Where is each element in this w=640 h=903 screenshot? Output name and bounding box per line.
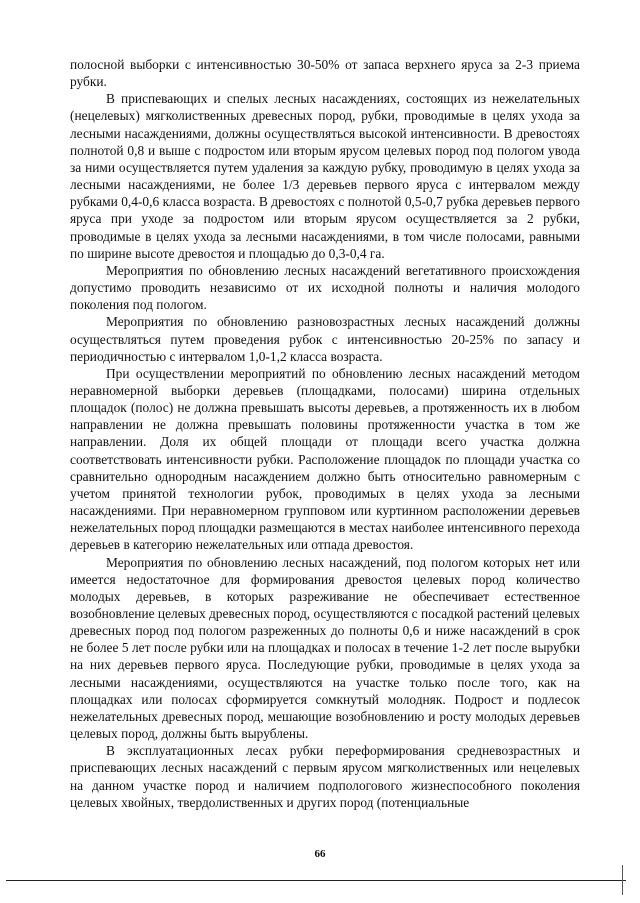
paragraph-4: Мероприятия по обновлению разновозрастных лесных насаждений должны осуществляться путем проведения рубок с интенсивностью 20-25% по запасу и периодичностью с интервалом 1,0-1,2 класса возраста. xyxy=(70,314,580,364)
paragraph-7: В эксплуатационных лесах рубки переформирования средневозрастных и приспевающих лесных насаждений с первым ярусом мягколиственных или нецелевых на данном участке пород и наличием подпологового жизнеспособного поколения целевых хвойных, твердолиственных и других пород (потенциальные xyxy=(70,743,580,810)
page-number: 66 xyxy=(314,848,326,860)
paragraph-3: Мероприятия по обновлению лесных насаждений вегетативного происхождения допустимо проводить независимо от их исходной полноты и наличия молодого поколения под пологом. xyxy=(70,262,580,313)
bottom-rule xyxy=(6,880,626,881)
scan-edge-mark xyxy=(622,865,623,895)
paragraph-5: При осуществлении мероприятий по обновлению лесных насаждений методом неравномерной выборки деревьев (площадками, полосами) ширина отдельных площадок (полос) не должна превышать высоты деревьев, а протяженность их в любом направлении не должна превышать половины протяженности участка в том же направлении. Доля их общей площади от площади всего участка должна соответствовать интенсивности рубки. Расположение площадок по площади участка со сравнительно однородным насаждением должно быть относительно равномерным с учетом принятой технологии рубок, проводимых в целях ухода за лесными насаждениями. При неравномерном групповом или куртинном расположении деревьев нежелательных пород площадки размещаются в местах наиболее интенсивного перехода деревьев в категорию нежелательных или отпада древостоя. xyxy=(70,365,580,553)
paragraph-2: В приспевающих и спелых лесных насаждениях, состоящих из нежелательных (нецелевых) мягколиственных древесных пород, рубки, проводимые в целях ухода за лесными насаждениями, должны осуществляться высокой интенсивности. В древостоях полнотой 0,8 и выше с подростом или вторым ярусом целевых пород под пологом увода за ними осуществляется путем удаления за каждую рубку, проводимую в целях ухода за лесными насаждениями, не более 1/3 деревьев первого яруса с интервалом между рубками 0,4-0,6 класса возраста. В древостоях с полнотой 0,5-0,7 рубка деревьев первого яруса при уходе за подростом или вторым ярусом осуществляется за 2 рубки, проводимые в целях ухода за лесными насаждениями, в том числе полосами, равными по ширине высоте древостоя и площадью до 0,3-0,4 га. xyxy=(70,91,580,261)
paragraph-6: Мероприятия по обновлению лесных насаждений, под пологом которых нет или имеется недостаточное для формирования древостоя целевых пород количество молодых деревьев, в которых разреживание не обеспечивает естественное возобновление целевых древесных пород, осуществляются с посадкой растений целевых древесных пород под пологом разреженных до полноты 0,6 и ниже насаждений в срок не более 5 лет после рубки или на площадках и полосах в течение 1-2 лет после вырубки на них деревьев первого яруса. Последующие рубки, проводимые в целях ухода за лесными насаждениями, осуществляются на участке только после того, как на площадках или полосах сформируется сомкнутый молодняк. Подрост и подлесок нежелательных древесных пород, мешающие возобновлению и росту молодых деревьев целевых пород, должны быть вырублены. xyxy=(70,554,581,742)
paragraph-1: полосной выборки с интенсивностью 30-50% от запаса верхнего яруса за 2-3 приема рубки. xyxy=(70,57,580,90)
document-body xyxy=(70,56,580,811)
